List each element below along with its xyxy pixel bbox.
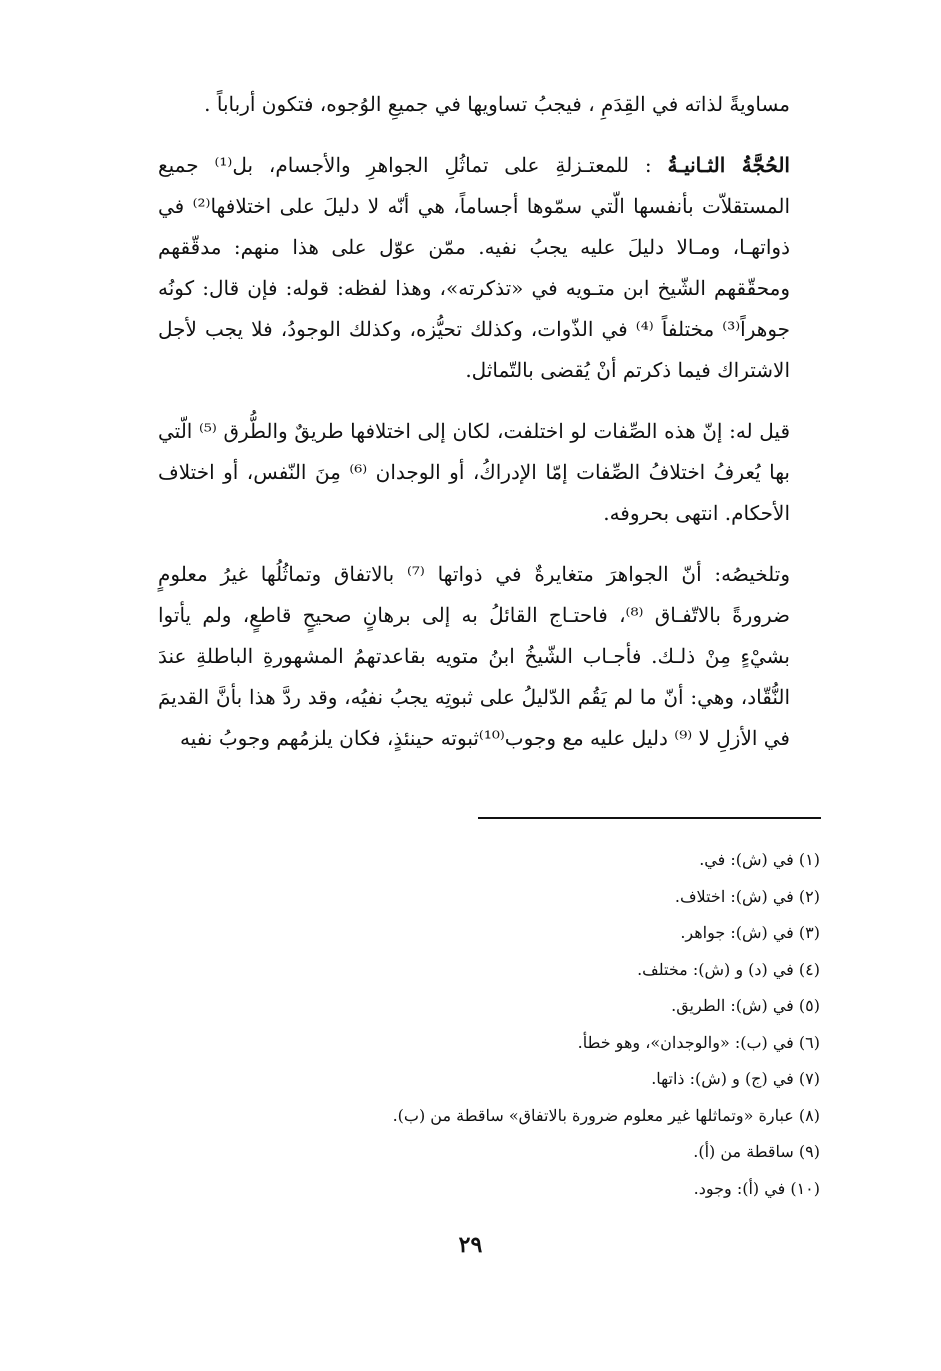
paragraph-text: مساويةً لذاته في القِدَمِ ، فيجبُ تساويها في جميعِ الوُجوه، فتكون أرباباً . xyxy=(204,92,790,116)
footnote-item: (١٠) في (أ): وجود. xyxy=(693,1178,820,1198)
footnote-item: (٩) ساقطة من (أ). xyxy=(693,1142,820,1161)
footnote-item: (٢) في (ش): اختلاف. xyxy=(674,886,820,906)
footnote-divider xyxy=(478,817,821,819)
page-number: ٢٩ xyxy=(458,1232,483,1258)
paragraph-second-argument xyxy=(158,145,790,391)
paragraph-summary xyxy=(158,554,790,759)
paragraph-text: قيل له: إنّ هذه الصِّفات لو اختلفت، لكان إلى اختلافها طريقٌ والطُّرق ⁽⁵⁾ الّتي بها يُعرفُ اختلافُ الصِّفات إمّا الإدراكُ، أو الوجدان ⁽⁶⁾ مِنَ النّفس، أو اختلاف الأحكام. انتهى بحروفه. xyxy=(158,419,791,525)
footnote-item: (٧) في (ج) و (ش): ذاتها. xyxy=(651,1069,820,1088)
paragraph-intro xyxy=(158,84,790,125)
section-heading: الحُجَّةُ الثـانيـةُ xyxy=(667,153,790,177)
footnote-item: (٥) في (ش): الطريق. xyxy=(671,996,820,1015)
footnote-item: (٤) في (د) و (ش): مختلف. xyxy=(637,959,820,979)
main-text xyxy=(158,84,790,779)
paragraph-text: وتلخيصُه: أنّ الجواهرَ متغايرةٌ في ذواتها ⁽⁷⁾ بالاتفاق وتماثُلُها غيرُ معلومٍ ضرورةً بالاتّفـاق ⁽⁸⁾، فاحتـاج القائلُ به إلى برهانٍ صحيحٍ قاطعٍ، ولم يأتوا بشيْءٍ مِنْ ذلـك. فأجـاب الشّيخُ ابنُ متويه بقاعدتهمُ المشهورةِ الباطلةِ عندَ النُّقّاد، وهي: أنّ ما لم يَقُم الدّليلُ على ثبوتِه يجبُ نفيُه، وقد ردَّ هذا بأنَّ القديمَ في الأزلِ لا ⁽⁹⁾ دليل عليه مع وجوب⁽¹⁰⁾ثبوته حينئذٍ، فكان يلزمُهم وجوبُ نفيه xyxy=(158,562,791,750)
footnote-item: (١) في (ش): في. xyxy=(699,850,820,869)
paragraph-text: : للمعتـزلةِ على تماثُلِ الجواهرِ والأجسام، بل⁽¹⁾ جميع المستقلاّت بأنفسها الّتي سمّوها أجساماً، هي أنّه لا دليلَ على اختلافها⁽²⁾ في ذواتهـا، ومـالا دليلَ عليه يجبُ نفيه. ممّن عوّل على هذا منهم: مدقّقهم ومحقّقهم الشّيخ ابن متـويه في «تذكرته»، وهذا لفظه: قوله: فإن قال: كونُه جوهراً⁽³⁾ مختلفاً ⁽⁴⁾ في الذّوات، وكذلك تحيُّزه، وكذلك الوجودُ، فلا يجب لأجل الاشتراك فيما ذكرتم أنْ يُقضى بالتّماثل. xyxy=(158,153,791,382)
footnote-item: (٣) في (ش): جواهر. xyxy=(680,923,820,942)
paragraph-reply xyxy=(158,411,790,534)
footnotes-list xyxy=(300,842,820,1207)
footnote-item: (٨) عبارة «وتماثلها غير معلوم ضرورة بالاتفاق» ساقطة من (ب). xyxy=(392,1105,820,1125)
footnote-item: (٦) في (ب): «والوجدان»، وهو خطأ. xyxy=(577,1032,820,1052)
